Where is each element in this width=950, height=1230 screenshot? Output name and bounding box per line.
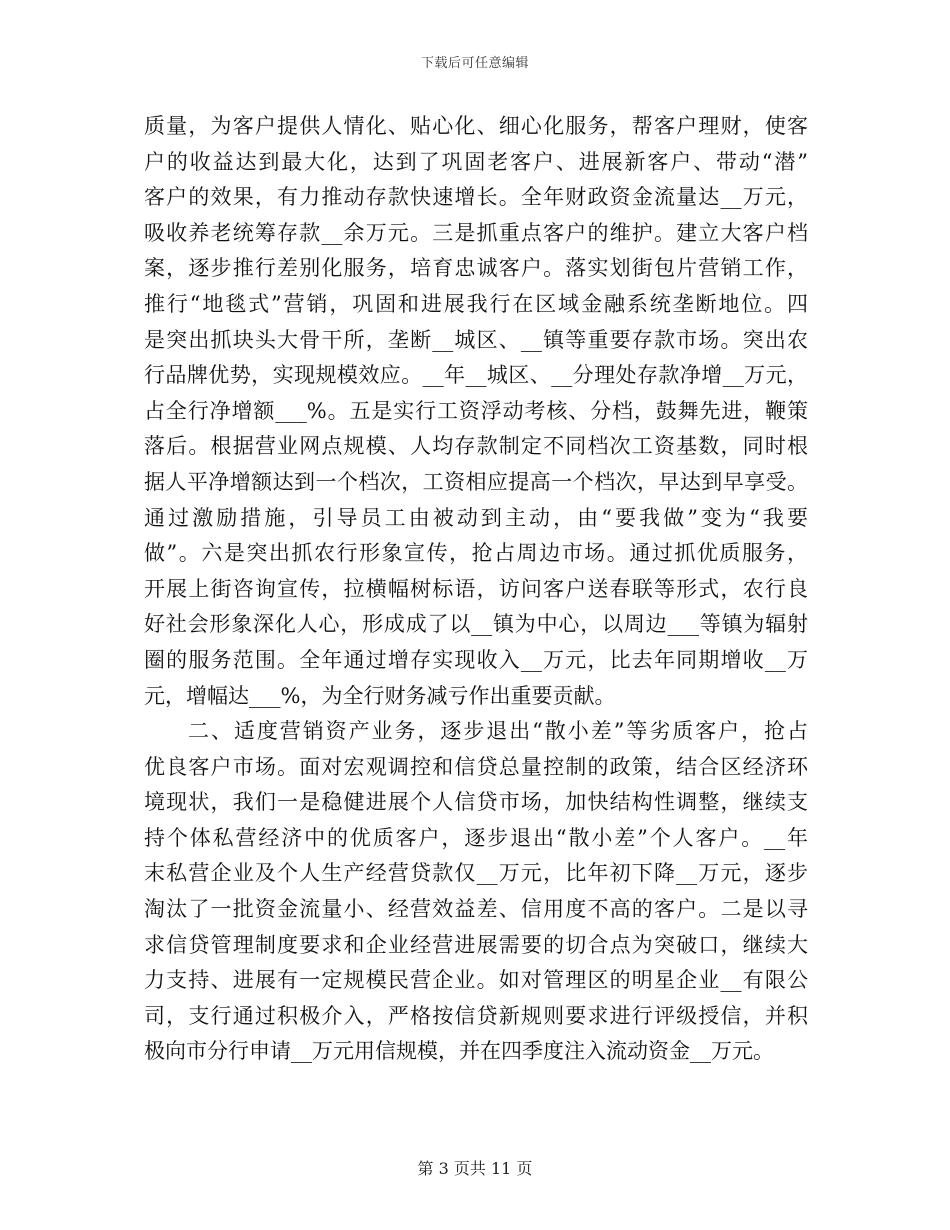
text-line: 做”。六是突出抓农行形象宣传，抢占周边市场。通过抓优质服务， [144, 541, 808, 566]
text-line: 案，逐步推行差别化服务，培育忠诚客户。落实划街包片营销工作， [144, 256, 808, 281]
text-line: 淘汰了一批资金流量小、经营效益差、信用度不高的客户。二是以寻 [144, 897, 808, 922]
text-line: 求信贷管理制度要求和企业经营进展需要的切合点为突破口，继续大 [144, 932, 808, 957]
text-line: 据人平净增额达到一个档次，工资相应提高一个档次，早达到早享受。 [144, 469, 808, 494]
text-line: 落后。根据营业网点规模、人均存款制定不同档次工资基数，同时根 [144, 434, 808, 459]
text-line: 二、适度营销资产业务，逐步退出“散小差”等劣质客户，抢占 [188, 719, 808, 744]
text-line: 质量，为客户提供人情化、贴心化、细心化服务，帮客户理财，使客 [144, 114, 808, 138]
text-line: 境现状，我们一是稳健进展个人信贷市场，加快结构性调整，继续支 [144, 790, 808, 815]
text-line: 极向市分行申请__万元用信规模，并在四季度注入流动资金__万元。 [144, 1039, 774, 1064]
page-header: 下载后可任意编辑 [420, 56, 529, 71]
text-line: 持个体私营经济中的优质客户，逐步退出“散小差”个人客户。__年 [144, 825, 808, 850]
text-line: 客户的效果，有力推动存款快速增长。全年财政资金流量达__万元， [144, 185, 808, 210]
text-line: 末私营企业及个人生产经营贷款仅__万元，比年初下降__万元，逐步 [144, 861, 808, 886]
text-line: 司，支行通过积极介入，严格按信贷新规则要求进行评级授信，并积 [144, 1003, 808, 1028]
text-line: 圈的服务范围。全年通过增存实现收入__万元，比去年同期增收__万 [144, 647, 808, 672]
text-line: 好社会形象深化人心，形成成了以__镇为中心，以周边___等镇为辐射 [144, 612, 808, 637]
text-line: 户的收益达到最大化，达到了巩固老客户、进展新客户、带动“潜” [144, 149, 808, 174]
text-line: 占全行净增额___%。五是实行工资浮动考核、分档，鼓舞先进，鞭策 [144, 398, 808, 423]
text-line: 行品牌优势，实现规模效应。__年__城区、__分理处存款净增__万元， [144, 363, 808, 388]
document-body [144, 109, 808, 1070]
text-line: 力支持、进展有一定规模民营企业。如对管理区的明星企业__有限公 [144, 968, 808, 993]
text-line: 元，增幅达___%，为全行财务减亏作出重要贡献。 [144, 683, 616, 708]
text-line: 开展上街咨询宣传，拉横幅树标语，访问客户送春联等形式，农行良 [144, 576, 808, 601]
text-line: 推行“地毯式”营销，巩固和进展我行在区域金融系统垄断地位。四 [144, 291, 808, 316]
text-line: 优良客户市场。面对宏观调控和信贷总量控制的政策，结合区经济环 [144, 754, 808, 779]
text-line: 是突出抓块头大骨干所，垄断__城区、__镇等重要存款市场。突出农 [144, 327, 808, 352]
text-line: 吸收养老统筹存款__余万元。三是抓重点客户的维护。建立大客户档 [144, 220, 808, 245]
paragraph-2 [144, 714, 808, 1070]
paragraph-1 [144, 109, 808, 714]
text-line: 通过激励措施，引导员工由被动到主动，由“要我做”变为“我要 [144, 505, 808, 530]
page-footer: 第 3 页共 11 页 [417, 1159, 533, 1178]
